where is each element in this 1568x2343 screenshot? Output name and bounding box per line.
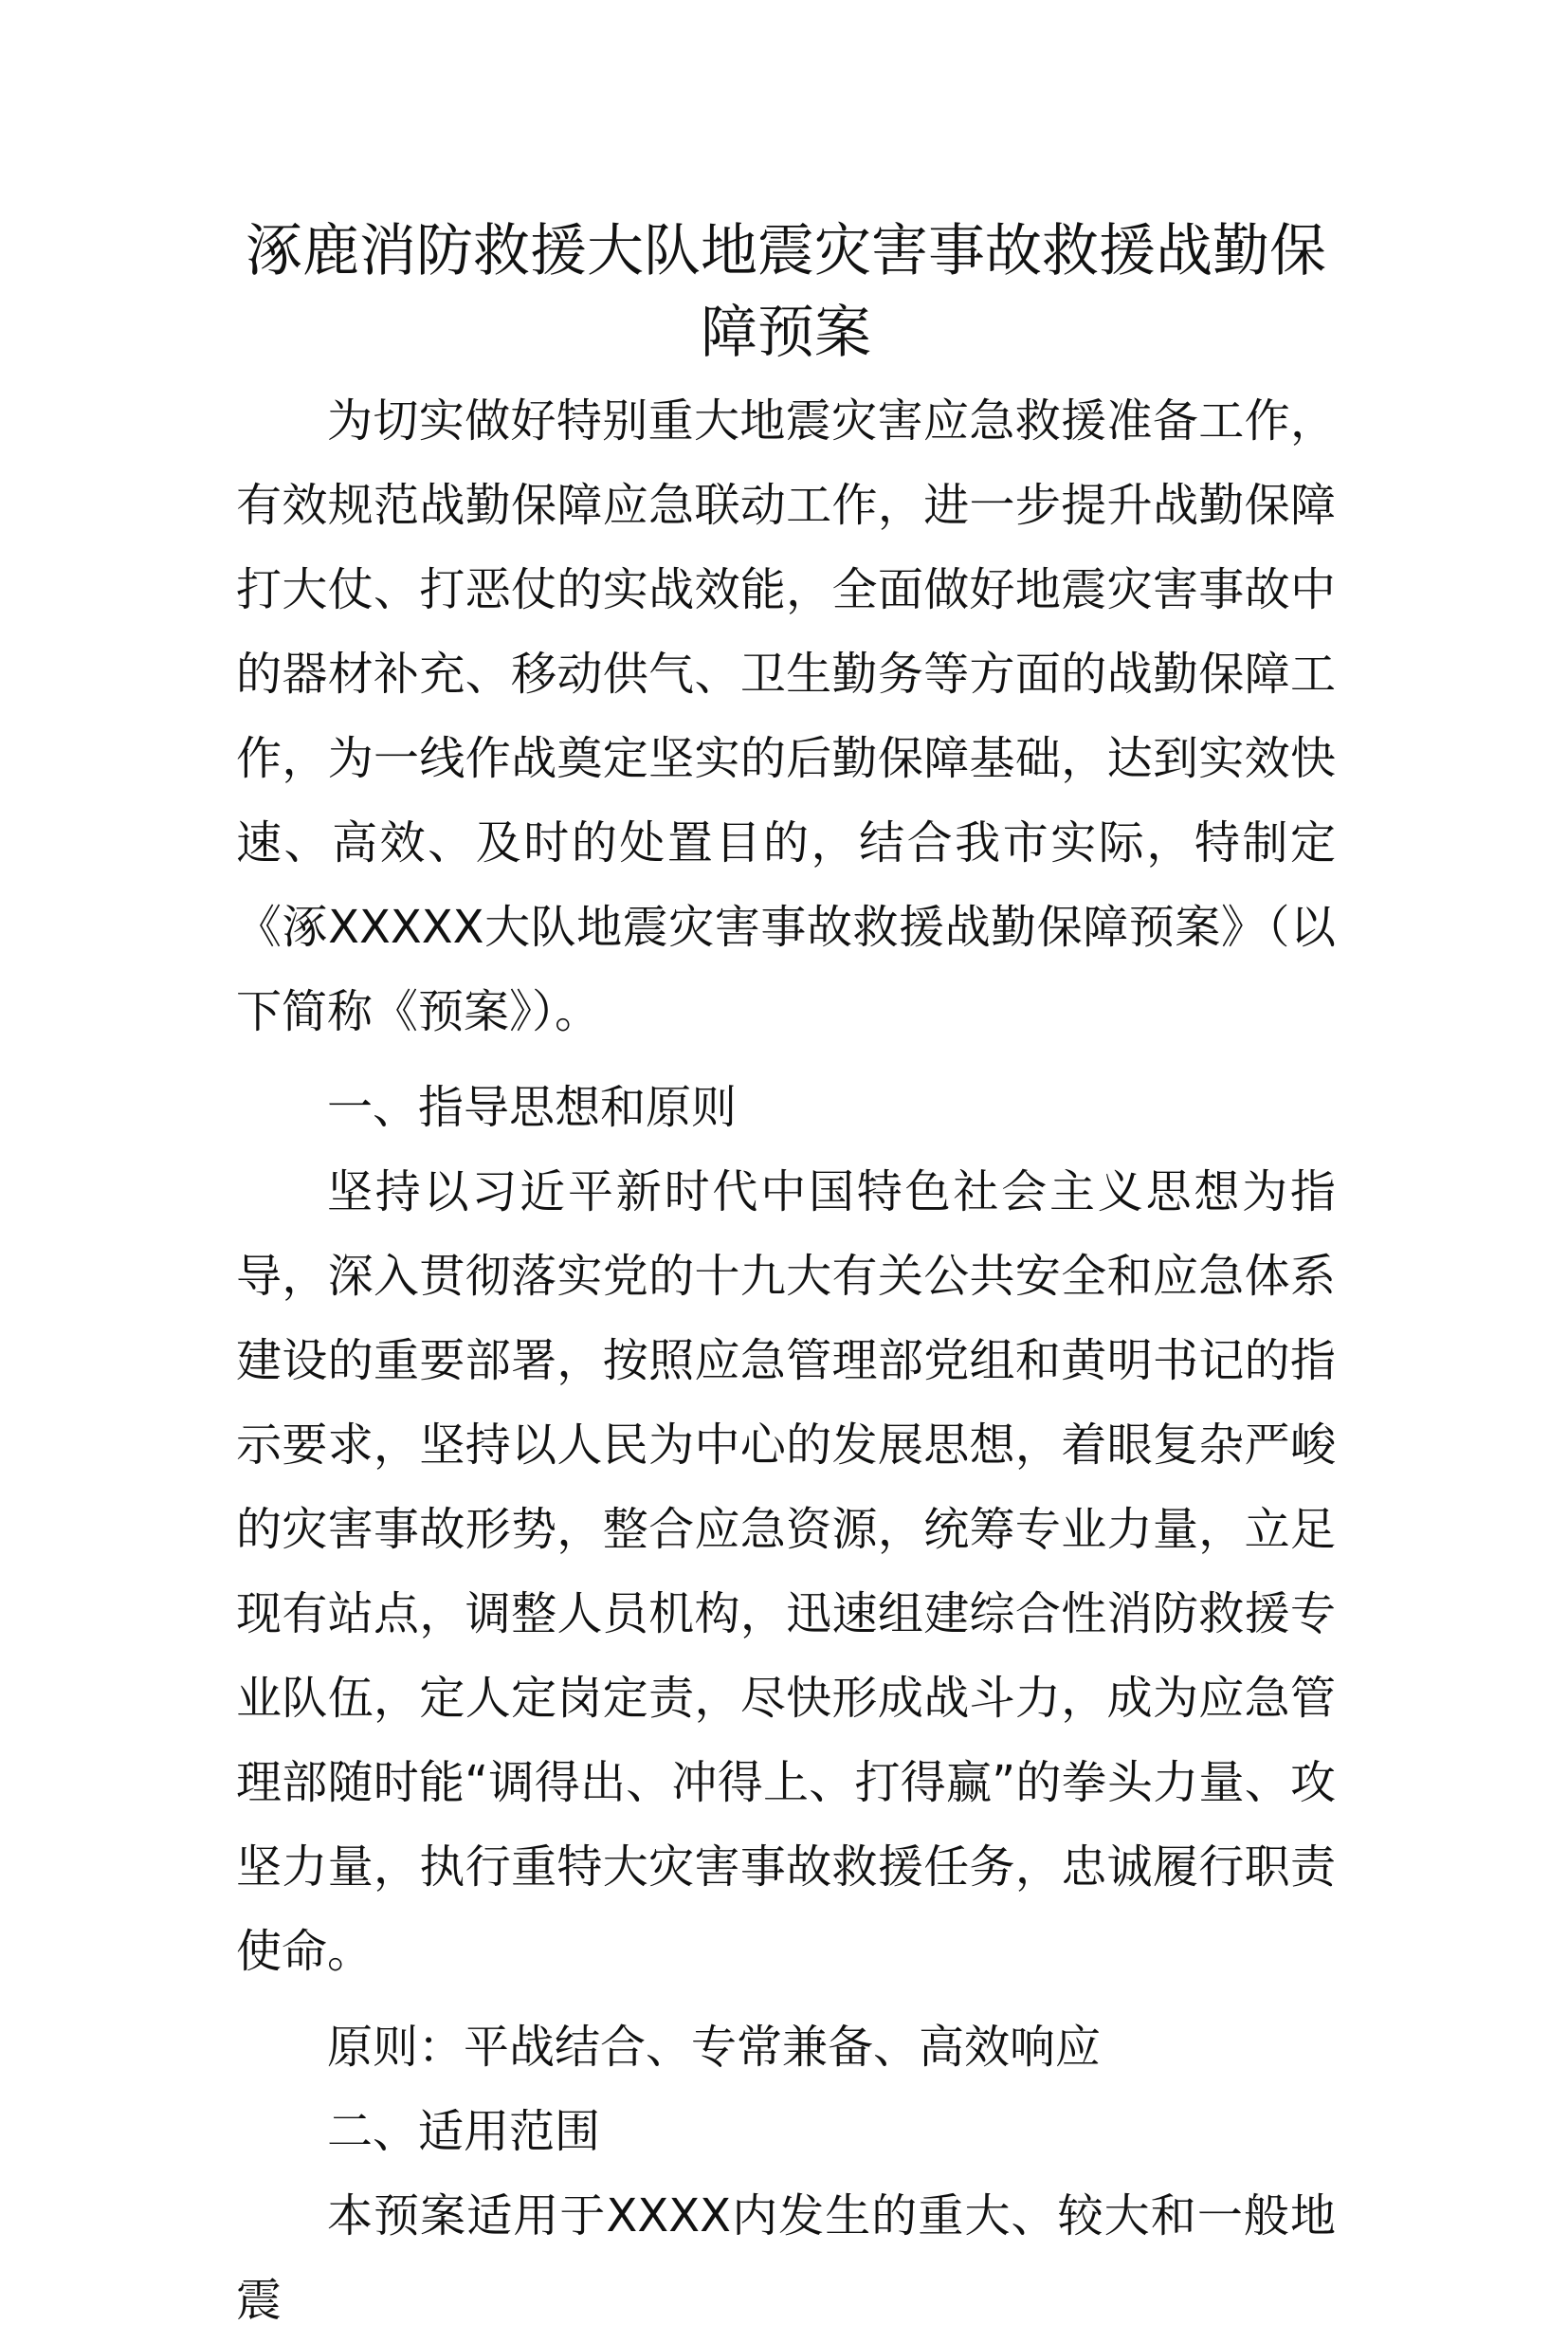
- heading-guiding-principles: 一、指导思想和原则: [327, 1081, 738, 1134]
- paragraph-principles: 原则：平战结合、专常兼备、高效响应: [327, 2021, 1102, 2074]
- paragraph-scope: 本预案适用于XXXX内发生的重大、较大和一般地震: [236, 2189, 1336, 2327]
- paragraph-preface: 为切实做好特别重大地震灾害应急救援准备工作，有效规范战勤保障应急联动工作，进一步提升战勤保障打大仗、打恶仗的实战效能，全面做好地震灾害事故中的器材补充、移动供气、卫生勤务等方面的战勤保障工作，为一线作战奠定坚实的后勤保障基础，达到实效快速、高效、及时的处置目的，结合我市实际，特制定《涿XXXXX大队地震灾害事故救援战勤保障预案》（以下简称《预案》）。: [236, 394, 1336, 1038]
- document-title: 涿鹿消防救援大队地震灾害事故救援战勤保障预案: [246, 218, 1326, 366]
- paragraph-guiding-ideology: 坚持以习近平新时代中国特色社会主义思想为指导，深入贯彻落实党的十九大有关公共安全和应急体系建设的重要部署，按照应急管理部党组和黄明书记的指示要求，坚持以人民为中心的发展思想，着眼复杂严峻的灾害事故形势，整合应急资源，统筹专业力量，立足现有站点，调整人员机构，迅速组建综合性消防救援专业队伍，定人定岗定责，尽快形成战斗力，成为应急管理部随时能“调得出、冲得上、打得赢”的拳头力量、攻坚力量，执行重特大灾害事故救援任务，忠诚履行职责使命。: [236, 1165, 1336, 1978]
- heading-scope: 二、适用范围: [327, 2105, 601, 2158]
- document-body: [236, 379, 1336, 2343]
- document-content: [236, 211, 1336, 2343]
